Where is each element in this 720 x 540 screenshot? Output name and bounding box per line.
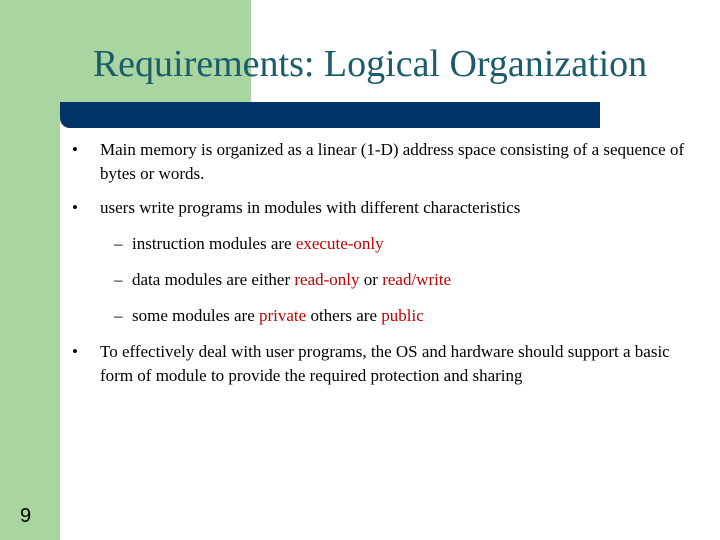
bullet-main-memory: [72, 138, 692, 186]
highlight-text: read/write: [382, 270, 452, 289]
highlight-text: read-only: [294, 270, 360, 289]
sub-bullet-text: some modules are: [132, 306, 259, 325]
sub-bullet-text: others are: [306, 306, 382, 325]
dash-marker: –: [114, 306, 123, 325]
highlight-text: execute-only: [295, 234, 384, 253]
sub-bullet-text: or: [359, 270, 383, 289]
sub-bullet-private-public: [72, 304, 692, 328]
highlight-text: public: [381, 306, 424, 325]
bullet-protection-sharing: [72, 340, 692, 388]
dash-marker: –: [114, 234, 123, 253]
bullet-modules: [72, 196, 692, 220]
bullet-marker: •: [72, 342, 78, 361]
sub-bullet-text: instruction modules are: [132, 234, 296, 253]
highlight-text: private: [259, 306, 307, 325]
bullet-marker: •: [72, 198, 78, 217]
bullet-marker: •: [72, 140, 78, 159]
slide-number: 9: [20, 505, 32, 527]
sub-bullet-instruction-modules: [72, 232, 692, 256]
bullet-text: To effectively deal with user programs, the OS and hardware should support a basic form of module to provide the required protection and sharing: [100, 342, 670, 385]
sub-bullet-data-modules: [72, 268, 692, 292]
dash-marker: –: [114, 270, 123, 289]
bullet-text: Main memory is organized as a linear (1-D) address space consisting of a sequence of bytes or words.: [100, 140, 685, 183]
sub-bullet-text: data modules are either: [132, 270, 295, 289]
slide-content: [72, 138, 692, 388]
slide-title: Requirements: Logical Organization: [92, 43, 648, 85]
title-underline-bar: [60, 102, 600, 128]
bullet-text: users write programs in modules with different characteristics: [100, 198, 521, 217]
